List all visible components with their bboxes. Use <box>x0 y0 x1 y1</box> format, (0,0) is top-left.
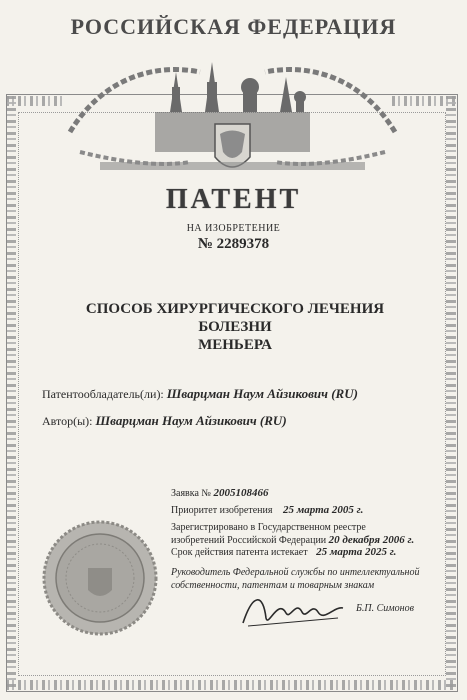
invention-title-line2: МЕНЬЕРА <box>198 337 272 353</box>
registered-line1: Зарегистрировано в Государственном реестре <box>171 522 366 533</box>
validity-date: 25 марта 2025 г. <box>316 546 397 558</box>
signature <box>238 588 348 633</box>
registered-block <box>171 521 441 547</box>
application-number: 2005108466 <box>213 487 269 499</box>
application-line <box>171 487 268 500</box>
holder-value: Шварцман Наум Айзикович (RU) <box>166 386 358 401</box>
head-line2: собственности, патентам и товарным знакам <box>171 580 375 591</box>
patent-number: № 2289378 <box>197 236 270 252</box>
validity-label: Срок действия патента истекает <box>171 547 308 558</box>
validity-line <box>171 546 396 559</box>
registered-line2: изобретений Российской Федерации <box>171 535 327 546</box>
head-line1: Руководитель Федеральной службы по интеллектуальной <box>171 567 420 578</box>
priority-label: Приоритет изобретения <box>171 505 273 516</box>
holder-line <box>42 386 358 402</box>
invention-title <box>50 300 420 354</box>
priority-line <box>171 504 363 517</box>
priority-date: 25 марта 2005 г. <box>282 504 364 516</box>
author-value: Шварцман Наум Айзикович (RU) <box>95 413 287 428</box>
application-label: Заявка № <box>171 488 211 499</box>
signer-name: Б.П. Симонов <box>356 603 414 614</box>
author-label: Автор(ы): <box>42 414 93 428</box>
country-title: РОССИЙСКАЯ ФЕДЕРАЦИЯ <box>70 14 397 39</box>
patent-heading: ПАТЕНТ <box>165 184 302 215</box>
author-line <box>42 413 287 429</box>
invention-title-line1: СПОСОБ ХИРУРГИЧЕСКОГО ЛЕЧЕНИЯ БОЛЕЗНИ <box>85 301 385 335</box>
registered-date: 20 декабря 2006 г. <box>328 534 415 546</box>
holder-label: Патентообладатель(ли): <box>42 387 164 401</box>
kremlin-emblem-illustration <box>60 42 405 192</box>
invention-subheading: НА ИЗОБРЕТЕНИЕ <box>186 223 281 234</box>
official-seal <box>40 518 160 638</box>
